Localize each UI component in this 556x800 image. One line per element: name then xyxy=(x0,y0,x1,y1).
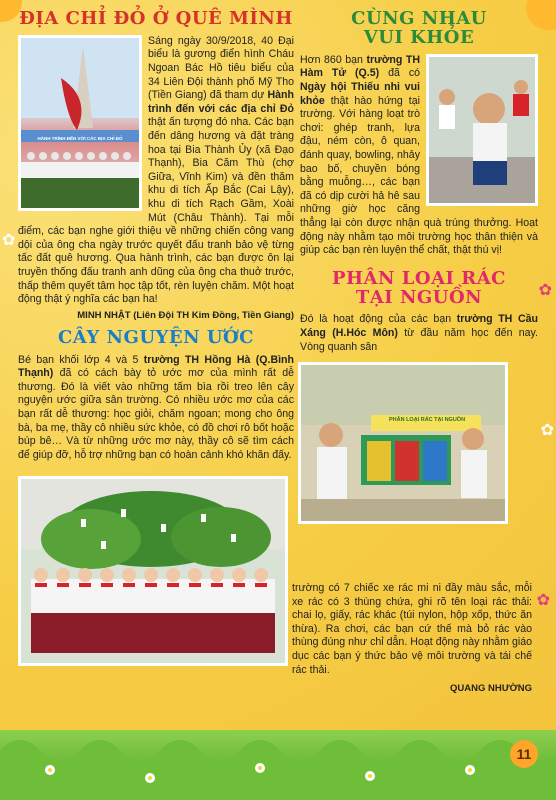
text-run: Đó là hoạt động của các bạn xyxy=(300,313,457,326)
text-bold: Ngày hội Thiếu nhi vui khỏe xyxy=(300,80,420,107)
photo-waste-sorting xyxy=(298,362,508,524)
flower-icon: ✿ xyxy=(2,232,16,249)
text-bold: trường TH Cầu Xáng (H.Hóc Môn) xyxy=(300,313,538,340)
left-column xyxy=(18,10,294,666)
grass-footer xyxy=(0,730,556,800)
waste-sorting-illustration xyxy=(301,365,505,521)
article-dia-chi-do xyxy=(18,35,294,321)
article-cay-nguyen-uoc xyxy=(18,354,294,463)
title-line: CÙNG NHAU xyxy=(351,8,487,29)
student-illustration xyxy=(429,57,535,203)
text-bold: Hành trình đến với các địa chỉ Đỏ xyxy=(148,89,294,115)
text-run: Sáng ngày 30/9/2018, 40 Đại biểu là gương điển hình Cháu Ngoan Bác Hồ tiêu biểu của 34 Liên Đội thành phố Mỹ Tho (Tiền Giang) đã tham dự xyxy=(148,34,294,102)
title-line: PHÂN LOẠI RÁC xyxy=(332,267,506,289)
right-column xyxy=(300,10,538,530)
text-run: Hơn 860 bạn xyxy=(300,53,367,66)
article-title-cay-nguyen-uoc: CÂY NGUYỆN ƯỚC xyxy=(57,326,255,348)
article-phan-loai-rac-continued xyxy=(292,582,532,694)
text-bold: trường TH Hàm Tử (Q.5) xyxy=(300,53,420,80)
text-run: thật hào hứng tại trường. Với hàng loạt trò chơi: ghép tranh, lựa đậu, ném còn, ô quan, đánh quay, bowling, nhảy bao bố, chuyền bóng bằng muỗng…, các bạn đã có dịp cười hả hê sau những giờ học căng thẳng lại còn được nhận quà trúng thưởng. Hoạt động này nhằm tạo môi trường học thân thiện và giúp các bạn rèn luyện thể chất, thật thú vị! xyxy=(300,94,538,257)
title-line: VUI KHỎE xyxy=(363,26,475,48)
photo-wish-tree xyxy=(18,476,288,666)
title-line: TẠI NGUỒN xyxy=(355,286,483,308)
article-body: trường có 7 chiếc xe rác mi ni đầy màu sắc, mỗi xe rác có 3 thùng chứa, ghi rõ tên loại rác thải: chai lọ, giấy, rác khác (túi nylon, hộp xốp, thức ăn thừa). Ra chơi, các bạn cứ thế mà bỏ rác vào thùng đúng như chỉ dẫn. Hoạt động này nhằm giáo dục các bạn ý thức bảo vệ môi trường và tái chế rác thải. xyxy=(292,582,532,676)
photo-red-address xyxy=(18,35,142,211)
article-title-dia-chi-do: ĐỊA CHỈ ĐỎ Ở QUÊ MÌNH xyxy=(19,8,293,29)
text-run: đã có cách bày tỏ ước mơ của mình rất dễ thương. Đó là viết vào những tấm bìa rồi treo lên cây nguyện ước giữa sân trường. Có nhiều ước mơ của các bạn rất dễ thương: học giỏi, chăm ngoan; mong cho ông bà, ba mẹ, thầy cô nhiều sức khỏe, có đồ chơi rô bốt hoặc búp bê… Và từ những ước mơ này, thầy cô sẽ tìm cách để giúp đỡ, hỗ trợ những bạn có hoàn cảnh khó khăn đấy. xyxy=(18,367,294,461)
article-cung-nhau-vui-khoe xyxy=(300,54,538,258)
article-body xyxy=(300,313,538,354)
text-run: Bé bạn khối lớp 4 và 5 xyxy=(18,353,144,366)
flower-icon: ✿ xyxy=(536,592,550,609)
wish-tree-illustration xyxy=(21,479,285,663)
photo-banner: HÀNH TRÌNH ĐẾN VỚI CÁC ĐỊA CHỈ ĐỎ xyxy=(37,135,123,141)
text-run: từ đầu năm học đến nay. Vòng quanh sân xyxy=(300,327,538,353)
page-number: 11 xyxy=(510,740,538,768)
article-title-phan-loai-rac xyxy=(300,267,538,308)
monument-illustration xyxy=(21,38,139,208)
author-byline: QUANG NHƯỜNG xyxy=(450,683,532,695)
flower-icon: ✿ xyxy=(538,282,552,299)
article-body xyxy=(18,354,294,463)
photo-banner: PHÂN LOẠI RÁC TẠI NGUỒN xyxy=(388,417,466,424)
text-bold: trường TH Hồng Hà (Q.Bình Thạnh) xyxy=(18,353,295,380)
photo-sports-day xyxy=(426,54,538,206)
article-phan-loai-rac xyxy=(300,313,538,524)
flower-icon: ✿ xyxy=(540,422,554,439)
grass-illustration xyxy=(0,730,556,800)
text-run: đã có xyxy=(379,67,421,80)
text-run: thật ấn tượng đó nha. Các bạn đến dâng hương và đặt tràng hoa tại Bia Thành Ủy (xã Đạo Thạnh), Bia Căm Thù (chợ Giữa, Vĩnh Kim) và đền thăm khu di tích Ấp Bắc (Cai Lậy), khu di tích Rạch Gầm, Xoài Mút (Châu Thành). Tại mỗi điểm, các bạn nghe giới thiệu về những chiến công vang dội của ông cha ngày trước quyết đấu tranh bảo vệ từng tấc đất quê hương. Qua hành trình, các bạn được ôn lại truyền thống đấu tranh anh dũng của ông cha thuở trước, thấp thêm quyết tâm học tập tốt, rèn luyện chăm. Một hoạt động thật ý nghĩa các bạn ha! xyxy=(18,116,294,306)
author-byline: MINH NHẬT (Liên Đội TH Kim Đồng, Tiền Giang) xyxy=(77,309,294,321)
article-title-cung-nhau-vui-khoe xyxy=(300,10,538,48)
